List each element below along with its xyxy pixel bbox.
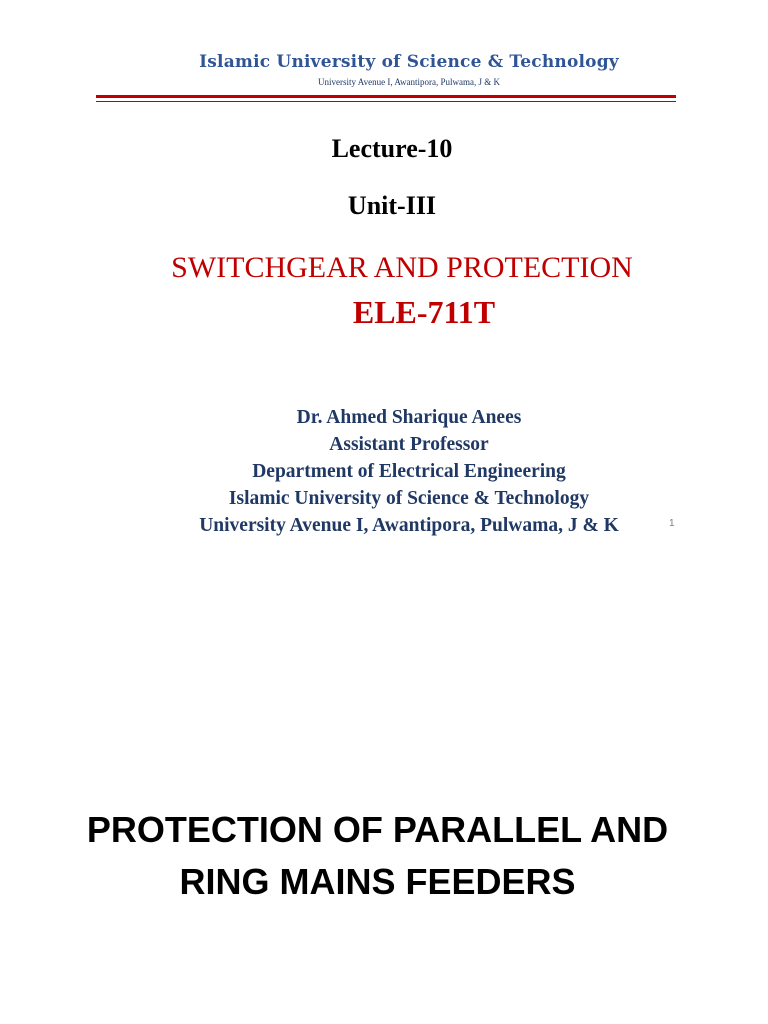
lecture-number: Lecture-10 [331,134,453,163]
author-designation: Assistant Professor [329,434,489,455]
course-name: SWITCHGEAR AND PROTECTION [171,251,633,284]
author-name: Dr. Ahmed Sharique Anees [296,407,522,428]
header-address: University Avenue I, Awantipora, Pulwama, J & K [318,77,500,87]
slide-number: 1 [669,518,675,529]
course-code: ELE-711T [352,294,496,330]
unit-number: Unit-III [347,191,437,220]
header-divider-thin [96,101,676,102]
author-institution: Islamic University of Science & Technology [228,488,590,509]
author-department: Department of Electrical Engineering [252,461,566,482]
author-address: University Avenue I, Awantipora, Pulwama, J & K [199,515,619,536]
header-institution-name: Islamic University of Science & Technology [199,52,619,72]
author-block [0,404,768,539]
topic-slide [0,560,768,1024]
topic-title-line-2: RING MAINS FEEDERS [179,861,576,902]
header-divider-thick [96,95,676,98]
topic-title [0,804,755,908]
topic-title-line-1: PROTECTION OF PARALLEL AND [86,809,669,850]
